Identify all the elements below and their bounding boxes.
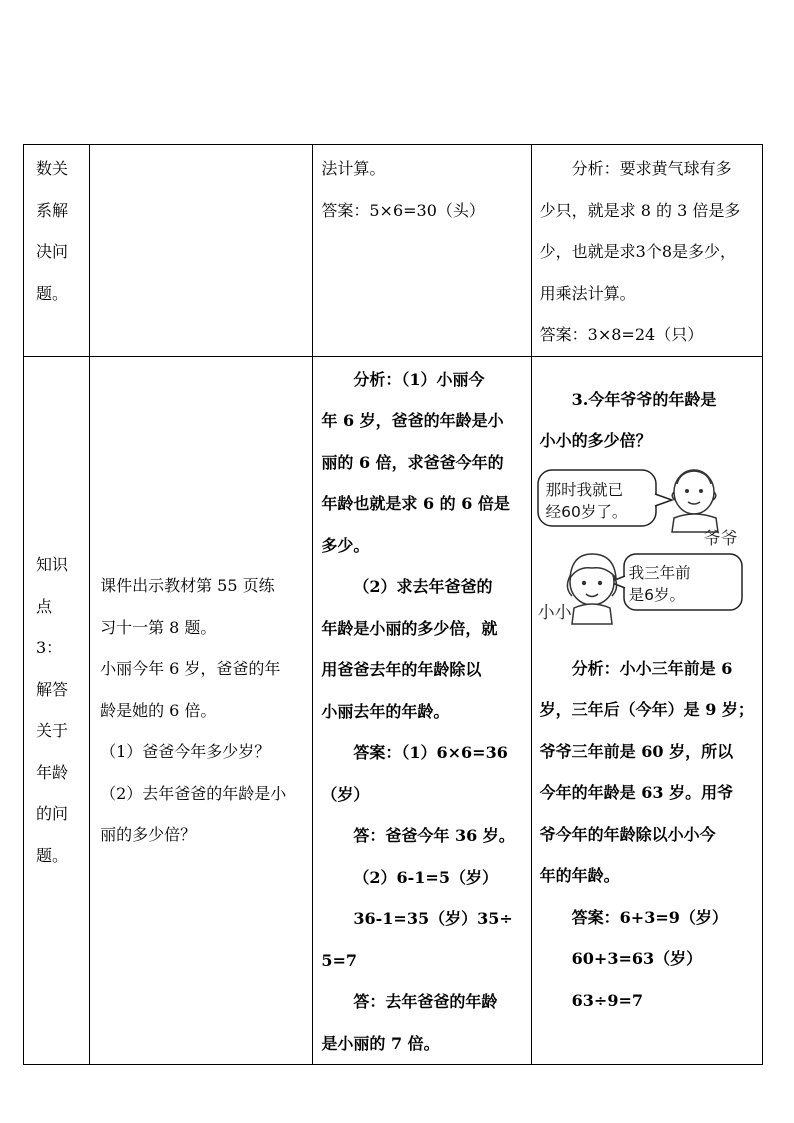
- extension-line: 用乘法计算。: [539, 283, 636, 303]
- analysis-line: 今年的年龄是 63 岁。用爷: [539, 783, 734, 802]
- topic-line: 解答: [36, 679, 69, 699]
- topic-line: 知识: [36, 555, 69, 575]
- process-line: 小丽今年 6 岁，爸爸的年: [100, 659, 281, 678]
- process-line: 龄是她的 6 倍。: [100, 700, 217, 720]
- question-2-cont: 丽的多少倍？: [100, 825, 197, 844]
- answer-line: 答：爸爸今年 36 岁。: [353, 826, 515, 845]
- exercise-title: 小小的多少倍？: [539, 431, 652, 450]
- analysis-line: 年龄是小丽的多少倍，就: [321, 618, 498, 638]
- answer-line: 答案：3×8=24（只）: [539, 325, 704, 344]
- lesson-table: [23, 144, 763, 1065]
- analysis-line: 法计算。: [321, 159, 386, 178]
- question-2: （2）去年爸爸的年龄是小: [100, 783, 287, 803]
- analysis-line: 年 6 岁，爸爸的年龄是小: [321, 411, 504, 430]
- extension-line: 少，也就是求3个8是多少，: [539, 242, 737, 261]
- table-row: [24, 145, 763, 357]
- analysis-cell: [313, 145, 531, 357]
- analysis-line: 用爸爸去年的年龄除以: [321, 660, 482, 679]
- answer-line: 63÷9=7: [571, 990, 643, 1010]
- answer-line: 答案：5×6=30（头）: [321, 200, 485, 220]
- answer-line: 36-1=35（岁）35÷: [353, 909, 513, 928]
- topic-line: 年龄: [36, 762, 69, 782]
- answer-line: 5=7: [321, 950, 358, 970]
- grandpa-speech: [546, 479, 656, 523]
- answer-line: 是小丽的 7 倍。: [321, 1033, 440, 1053]
- speech-line: 那时我就已: [545, 480, 624, 499]
- analysis-line: （2）求去年爸爸的: [353, 577, 493, 596]
- analysis-line: 分析：小小三年前是 6: [571, 658, 733, 678]
- girl-speech: [629, 562, 739, 606]
- topic-line: 点 3：: [36, 596, 63, 658]
- girl-label: 小小: [537, 602, 572, 623]
- process-line: 课件出示教材第 55 页练: [100, 576, 275, 595]
- process-text: [90, 145, 312, 148]
- exercise-title: 3.今年爷爷的年龄是: [571, 389, 717, 409]
- analysis-line: 爷今年的年龄除以小小今: [539, 824, 716, 844]
- analysis-line: 分析：（1）小丽今: [353, 369, 485, 389]
- question-1: （1）爸爸今年多少岁？: [100, 742, 271, 761]
- table-row: [24, 356, 763, 1065]
- answer-line: 答：去年爸爸的年龄: [353, 992, 498, 1011]
- analysis-line: 多少。: [321, 535, 370, 555]
- analysis-line: 爷爷三年前是 60 岁，所以: [539, 741, 734, 761]
- answer-line: 60+3=63（岁）: [571, 949, 703, 968]
- answer-line: 答案：（1）6×6=36: [353, 743, 508, 762]
- analysis-line: 丽的 6 倍，求爸爸今年的: [321, 452, 504, 472]
- extension-line: 少只，就是求 8 的 3 倍是多: [539, 200, 741, 220]
- extension-line: 分析：要求黄气球有多: [571, 159, 732, 178]
- topic-line: 题。: [36, 283, 69, 303]
- process-line: 习十一第 8 题。: [100, 617, 217, 637]
- answer-line: 答案：6+3=9（岁）: [571, 907, 728, 927]
- topic-line: 的问: [36, 804, 69, 824]
- process-cell: [90, 145, 313, 357]
- topic-line: 数关: [36, 159, 69, 178]
- age-illustration: [534, 462, 752, 648]
- topic-cell: [24, 356, 90, 1065]
- analysis-line: 岁，三年后（今年）是 9 岁；: [539, 700, 754, 719]
- analysis-line: 小丽去年的年龄。: [321, 701, 450, 721]
- extension-cell: [531, 356, 762, 1065]
- analysis-line: 年的年龄。: [539, 866, 620, 885]
- grandpa-label: 爷爷: [703, 528, 738, 549]
- topic-cell: [24, 145, 90, 357]
- extension-cell: [531, 145, 762, 357]
- topic-line: 决问: [36, 242, 69, 261]
- topic-line: 关于: [36, 721, 69, 741]
- topic-line: 题。: [36, 845, 69, 865]
- answer-line: （岁）: [321, 784, 370, 804]
- analysis-line: 年龄也就是求 6 的 6 倍是: [321, 494, 510, 513]
- answer-line: （2）6-1=5（岁）: [353, 867, 498, 887]
- speech-line: 我三年前: [628, 563, 691, 582]
- speech-line: 经60岁了。: [545, 502, 628, 521]
- topic-line: 系解: [36, 200, 69, 220]
- speech-line: 是6岁。: [628, 585, 686, 604]
- analysis-cell: [313, 356, 531, 1065]
- process-cell: [90, 356, 313, 1065]
